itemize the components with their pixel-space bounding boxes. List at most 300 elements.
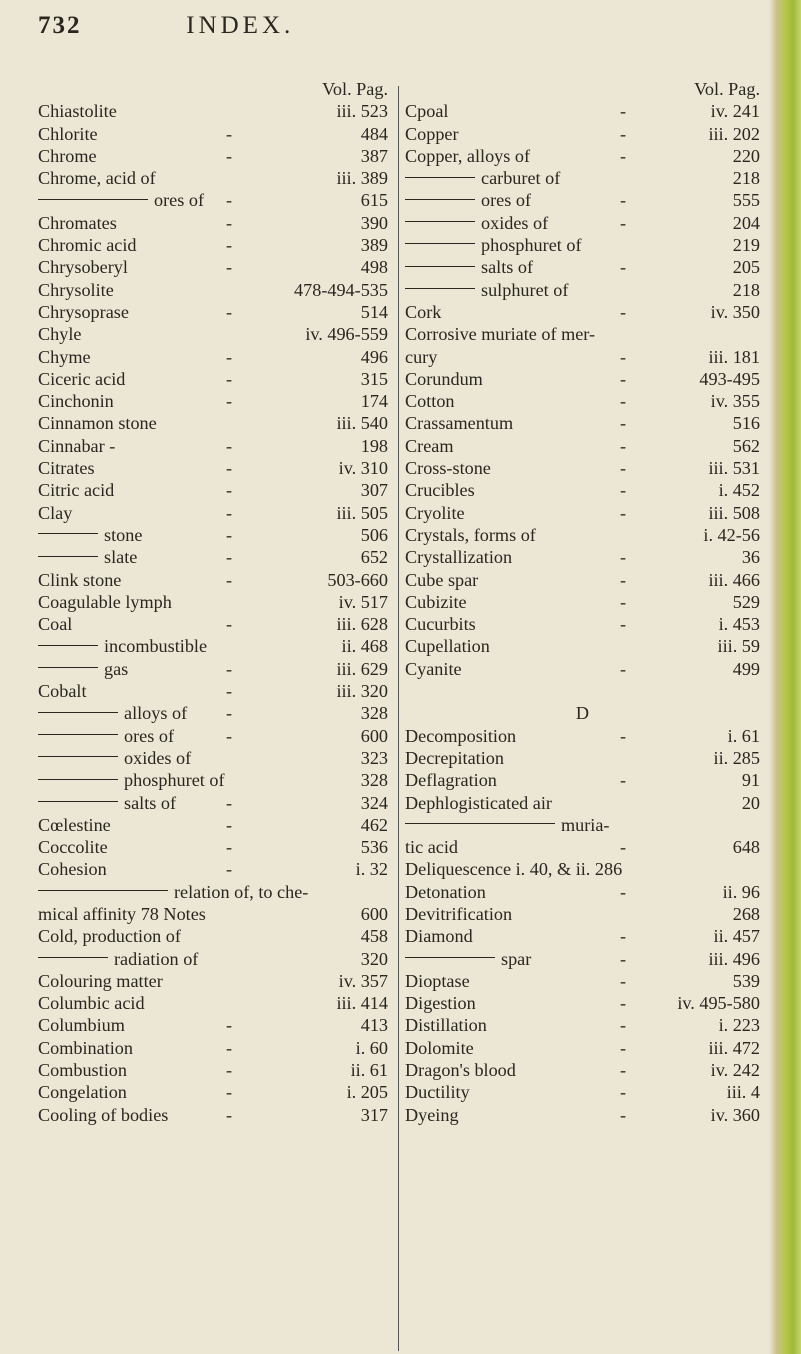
entry-term — [405, 1037, 474, 1059]
ditto-rule — [38, 734, 118, 735]
index-entry — [405, 167, 760, 189]
leader-dash: - — [226, 569, 233, 590]
page-reference: 499 — [732, 658, 760, 679]
entry-term-text: Crystallization — [405, 547, 513, 568]
index-entry — [405, 435, 760, 457]
entry-term — [405, 123, 459, 145]
leader-dash: - — [620, 1015, 627, 1036]
page-reference: iv. 310 — [338, 458, 388, 479]
index-entry — [38, 123, 388, 145]
page-reference: iii. 508 — [708, 502, 760, 523]
entry-term — [405, 992, 476, 1014]
index-entry — [405, 836, 760, 858]
entry-term-text: Chyle — [38, 324, 82, 345]
entry-term — [405, 836, 458, 858]
index-entry — [405, 234, 760, 256]
entry-term — [38, 769, 225, 791]
page-reference: iii. 505 — [336, 502, 388, 523]
entry-term — [38, 279, 114, 301]
entry-term — [38, 301, 129, 323]
ditto-rule — [405, 221, 475, 222]
page-reference: iv. 355 — [710, 391, 760, 412]
entry-term — [38, 457, 95, 479]
index-entry — [405, 747, 760, 769]
page-reference: ii. 61 — [350, 1060, 388, 1081]
entry-term-text: Crystals, forms of — [405, 524, 536, 545]
ditto-rule — [405, 266, 475, 267]
index-entry — [405, 658, 760, 680]
entry-term-text: Cupellation — [405, 636, 490, 657]
ditto-rule — [405, 288, 475, 289]
index-entry — [38, 769, 388, 791]
page-reference: 218 — [732, 279, 760, 300]
index-entry — [38, 992, 388, 1014]
entry-term — [38, 858, 107, 880]
entry-term — [405, 1081, 470, 1103]
index-entry — [405, 279, 760, 301]
entry-term — [38, 970, 163, 992]
index-entry — [38, 1059, 388, 1081]
index-entry — [405, 613, 760, 635]
page-reference: Vol. Pag. — [694, 79, 760, 99]
ditto-rule — [405, 199, 475, 200]
leader-dash: - — [226, 792, 233, 813]
leader-dash: - — [226, 725, 233, 746]
page-reference: 493-495 — [699, 368, 760, 389]
entry-term — [38, 635, 207, 657]
entry-term — [38, 658, 128, 680]
ditto-rule — [38, 667, 98, 668]
page-reference: 484 — [360, 123, 388, 144]
index-entry — [38, 1037, 388, 1059]
entry-term-text: Ductility — [405, 1082, 470, 1103]
entry-term-text: Cold, production of — [38, 926, 181, 947]
index-entry — [405, 1037, 760, 1059]
page-reference: 615 — [360, 190, 388, 211]
ditto-rule — [405, 957, 495, 958]
leader-dash: - — [620, 926, 627, 947]
entry-term — [38, 925, 181, 947]
entry-term — [38, 435, 115, 457]
ditto-rule — [405, 243, 475, 244]
entry-term-text: Cinnabar - — [38, 435, 116, 456]
index-entry — [38, 234, 388, 256]
index-entry — [405, 546, 760, 568]
ditto-rule — [38, 779, 118, 780]
entry-term-text: Clay — [38, 502, 73, 523]
entry-term-text: Chrysoberyl — [38, 257, 128, 278]
leader-dash: - — [226, 190, 233, 211]
entry-term — [405, 100, 448, 122]
page-reference: 458 — [360, 926, 388, 947]
entry-term-text: spar — [501, 948, 532, 969]
entry-term — [405, 145, 530, 167]
entry-term — [405, 1014, 487, 1036]
page-reference: 413 — [360, 1015, 388, 1036]
index-entry — [38, 591, 388, 613]
ditto-rule — [38, 645, 98, 646]
page-reference: 516 — [732, 413, 760, 434]
index-entry — [405, 412, 760, 434]
entry-term — [38, 212, 117, 234]
index-entry — [38, 546, 388, 568]
page-reference: i. 453 — [718, 614, 760, 635]
page-reference: 323 — [360, 747, 388, 768]
leader-dash: - — [620, 1060, 627, 1081]
entry-term-text: Columbic acid — [38, 993, 145, 1014]
leader-dash: - — [620, 547, 627, 568]
entry-term — [38, 814, 111, 836]
index-entry — [405, 858, 760, 880]
entry-term-text: ores of — [124, 725, 174, 746]
leader-dash: - — [226, 859, 233, 880]
leader-dash: - — [226, 1104, 233, 1125]
page-reference: 324 — [360, 792, 388, 813]
leader-dash: - — [620, 948, 627, 969]
entry-term-text: oxides of — [481, 212, 549, 233]
page-reference: i. 60 — [355, 1037, 388, 1058]
leader-dash: - — [226, 346, 233, 367]
leader-dash: - — [620, 569, 627, 590]
entry-term-text: Dragon's blood — [405, 1060, 516, 1081]
entry-term — [38, 881, 388, 903]
leader-dash: - — [620, 145, 627, 166]
entry-term — [405, 569, 478, 591]
ditto-rule — [405, 823, 555, 824]
index-entry — [405, 301, 760, 323]
entry-term — [38, 1059, 127, 1081]
page-reference: iv. 517 — [338, 591, 388, 612]
page-reference: 478-494-535 — [294, 279, 388, 300]
entry-term — [405, 658, 462, 680]
index-entry — [38, 479, 388, 501]
entry-term-text: Crassamentum — [405, 413, 514, 434]
page-reference: 307 — [360, 480, 388, 501]
index-entry — [38, 658, 388, 680]
leader-dash: - — [620, 101, 627, 122]
entry-term-text: Chiastolite — [38, 101, 117, 122]
entry-term-text: Chlorite — [38, 123, 98, 144]
page-reference: 317 — [360, 1104, 388, 1125]
index-entry — [405, 479, 760, 501]
entry-term — [38, 412, 157, 434]
entry-term-text: Dyeing — [405, 1104, 459, 1125]
entry-term-text: Cpoal — [405, 101, 449, 122]
entry-term-text: Coccolite — [38, 837, 108, 858]
entry-term-text: Chyme — [38, 346, 91, 367]
index-entry — [38, 903, 388, 925]
entry-term-text: incombustible — [104, 636, 208, 657]
entry-term — [405, 479, 475, 501]
index-entry — [38, 167, 388, 189]
column-divider — [398, 86, 399, 1351]
page-reference: iv. 241 — [710, 101, 760, 122]
ditto-rule — [38, 957, 108, 958]
entry-term — [405, 814, 760, 836]
entry-term-text: Chrysolite — [38, 279, 114, 300]
page-reference: iii. 320 — [336, 681, 388, 702]
page-reference: 204 — [732, 212, 760, 233]
page-title: INDEX. — [186, 12, 295, 39]
page-reference: iii. 629 — [336, 658, 388, 679]
index-entry — [405, 145, 760, 167]
page-reference: 652 — [360, 547, 388, 568]
leader-dash: - — [226, 368, 233, 389]
page-reference: i. 42-56 — [703, 524, 760, 545]
page-reference: ii. 285 — [713, 747, 760, 768]
index-entry — [405, 212, 760, 234]
entry-term-text: Citric acid — [38, 480, 115, 501]
entry-term-text: Colouring matter — [38, 970, 163, 991]
entry-term — [405, 524, 536, 546]
entry-term-text: Deliquescence i. 40, & ii. 286 — [405, 859, 623, 880]
entry-term-text: Cinnamon stone — [38, 413, 157, 434]
index-entry — [405, 346, 760, 368]
page-reference: ii. 457 — [713, 926, 760, 947]
entry-term — [405, 457, 491, 479]
leader-dash: - — [226, 502, 233, 523]
page-reference: 600 — [360, 725, 388, 746]
entry-term-text: ores of — [481, 190, 531, 211]
leader-dash: - — [226, 301, 233, 322]
page-reference: 198 — [360, 435, 388, 456]
index-entry — [405, 992, 760, 1014]
index-entry — [405, 680, 760, 702]
index-entry — [38, 323, 388, 345]
page-reference: 219 — [732, 235, 760, 256]
entry-term — [38, 836, 108, 858]
page-reference: ii. 468 — [341, 636, 388, 657]
page-reference: 498 — [360, 257, 388, 278]
index-entry — [38, 948, 388, 970]
index-entry — [405, 569, 760, 591]
entry-term-text: cury — [405, 346, 438, 367]
page-reference: 648 — [732, 837, 760, 858]
entry-term — [38, 100, 117, 122]
index-entry — [405, 524, 760, 546]
index-entry — [405, 881, 760, 903]
leader-dash: - — [226, 703, 233, 724]
entry-term — [405, 412, 513, 434]
index-entry — [405, 1059, 760, 1081]
page-reference: 555 — [732, 190, 760, 211]
entry-term-text: phosphuret of — [124, 770, 225, 791]
page-reference: 496 — [360, 346, 388, 367]
page-reference: Vol. Pag. — [322, 79, 388, 99]
entry-term — [405, 925, 473, 947]
entry-term-text: tic acid — [405, 837, 459, 858]
ditto-rule — [38, 756, 118, 757]
leader-dash: - — [226, 547, 233, 568]
entry-term — [38, 569, 121, 591]
index-entry — [405, 100, 760, 122]
leader-dash: - — [620, 190, 627, 211]
entry-term-text: oxides of — [124, 747, 192, 768]
page-reference: 600 — [360, 903, 388, 924]
page-reference: i. 61 — [727, 725, 760, 746]
leader-dash: - — [620, 502, 627, 523]
entry-term — [405, 858, 760, 880]
entry-term-text: Cork — [405, 301, 442, 322]
entry-term — [405, 234, 582, 256]
ditto-rule — [38, 801, 118, 802]
entry-term — [405, 212, 548, 234]
index-entry — [38, 814, 388, 836]
index-entry — [38, 346, 388, 368]
leader-dash: - — [620, 993, 627, 1014]
leader-dash: - — [620, 970, 627, 991]
index-entry — [38, 145, 388, 167]
index-entry — [38, 189, 388, 211]
leader-dash: - — [620, 658, 627, 679]
entry-term-text: Chromates — [38, 212, 117, 233]
page-reference: iv. 242 — [710, 1060, 760, 1081]
leader-dash: - — [620, 257, 627, 278]
page-reference: i. 452 — [718, 480, 760, 501]
entry-term — [405, 390, 455, 412]
page-reference: 20 — [741, 792, 760, 813]
leader-dash: - — [620, 770, 627, 791]
index-entry — [405, 635, 760, 657]
entry-term-text: Chrysoprase — [38, 301, 129, 322]
index-entry — [405, 725, 760, 747]
entry-term-text: D — [575, 703, 590, 724]
index-entry — [38, 680, 388, 702]
entry-term-text: Devitrification — [405, 903, 513, 924]
index-column-left — [38, 78, 388, 1126]
index-entry — [38, 925, 388, 947]
leader-dash: - — [226, 658, 233, 679]
page-reference: 220 — [732, 145, 760, 166]
entry-term — [405, 1059, 516, 1081]
index-entry — [405, 948, 760, 970]
entry-term — [405, 769, 497, 791]
entry-term — [405, 702, 760, 724]
entry-term — [405, 167, 560, 189]
entry-term — [38, 1014, 125, 1036]
leader-dash: - — [226, 391, 233, 412]
leader-dash: - — [226, 458, 233, 479]
entry-term-text: Cyanite — [405, 658, 462, 679]
index-column-right — [405, 78, 760, 1126]
index-entry — [405, 1104, 760, 1126]
index-entry — [405, 368, 760, 390]
entry-term — [38, 167, 156, 189]
entry-term-text: Crucibles — [405, 480, 475, 501]
index-entry — [38, 502, 388, 524]
index-entry — [38, 792, 388, 814]
leader-dash: - — [620, 391, 627, 412]
leader-dash: - — [226, 614, 233, 635]
entry-term-text: Cinchonin — [38, 391, 114, 412]
entry-term — [38, 948, 198, 970]
page-reference: 205 — [732, 257, 760, 278]
entry-term-text: Congelation — [38, 1082, 127, 1103]
entry-term — [38, 145, 97, 167]
page-reference: 390 — [360, 212, 388, 233]
index-entry — [38, 390, 388, 412]
entry-term — [405, 256, 533, 278]
page-reference: 462 — [360, 814, 388, 835]
entry-term — [405, 435, 453, 457]
page-reference: 503-660 — [327, 569, 388, 590]
page-reference: iv. 360 — [710, 1104, 760, 1125]
page-reference: 328 — [360, 770, 388, 791]
entry-term — [405, 323, 760, 345]
entry-term — [405, 881, 486, 903]
entry-term-text: alloys of — [124, 703, 188, 724]
entry-term-text: Copper — [405, 123, 459, 144]
entry-term — [405, 368, 483, 390]
index-entry — [405, 970, 760, 992]
entry-term-text: salts of — [481, 257, 534, 278]
page-reference: iv. 350 — [710, 301, 760, 322]
leader-dash: - — [620, 591, 627, 612]
entry-term — [38, 591, 172, 613]
entry-term — [38, 1104, 168, 1126]
entry-term-text: Dolomite — [405, 1037, 474, 1058]
index-entry — [38, 256, 388, 278]
index-entry — [405, 792, 760, 814]
leader-dash: - — [620, 480, 627, 501]
entry-term-text: gas — [104, 658, 129, 679]
page-reference: 387 — [360, 145, 388, 166]
index-entry — [38, 858, 388, 880]
entry-term — [38, 189, 204, 211]
index-entry — [405, 323, 760, 345]
leader-dash: - — [226, 257, 233, 278]
entry-term — [405, 591, 467, 613]
entry-term — [405, 502, 465, 524]
leader-dash: - — [620, 368, 627, 389]
leader-dash: - — [620, 458, 627, 479]
page-reference: 218 — [732, 168, 760, 189]
page-reference: 389 — [360, 235, 388, 256]
entry-term-text: Cucurbits — [405, 614, 476, 635]
entry-term — [38, 390, 114, 412]
entry-term-text: phosphuret of — [481, 235, 582, 256]
page-reference: iii. 59 — [717, 636, 760, 657]
entry-term — [38, 747, 191, 769]
leader-dash: - — [226, 435, 233, 456]
index-entry — [38, 524, 388, 546]
page-reference: 174 — [360, 391, 388, 412]
leader-dash: - — [226, 480, 233, 501]
index-entry — [405, 1081, 760, 1103]
entry-term-text: Ciceric acid — [38, 368, 126, 389]
entry-term-text: carburet of — [481, 168, 561, 189]
entry-term — [405, 346, 437, 368]
page-reference: iii. 202 — [708, 123, 760, 144]
leader-dash: - — [620, 212, 627, 233]
leader-dash: - — [226, 1082, 233, 1103]
page-reference: i. 223 — [718, 1015, 760, 1036]
page-reference: 268 — [732, 903, 760, 924]
leader-dash: - — [620, 413, 627, 434]
leader-dash: - — [620, 1082, 627, 1103]
leader-dash: - — [620, 301, 627, 322]
leader-dash: - — [620, 435, 627, 456]
entry-term-text: muria- — [561, 814, 610, 835]
leader-dash: - — [620, 837, 627, 858]
leader-dash: - — [226, 681, 233, 702]
entry-term — [38, 702, 187, 724]
entry-term-text: Cryolite — [405, 502, 465, 523]
ditto-rule — [38, 533, 98, 534]
entry-term — [38, 903, 206, 925]
page-reference: iii. 496 — [708, 948, 760, 969]
leader-dash: - — [226, 837, 233, 858]
